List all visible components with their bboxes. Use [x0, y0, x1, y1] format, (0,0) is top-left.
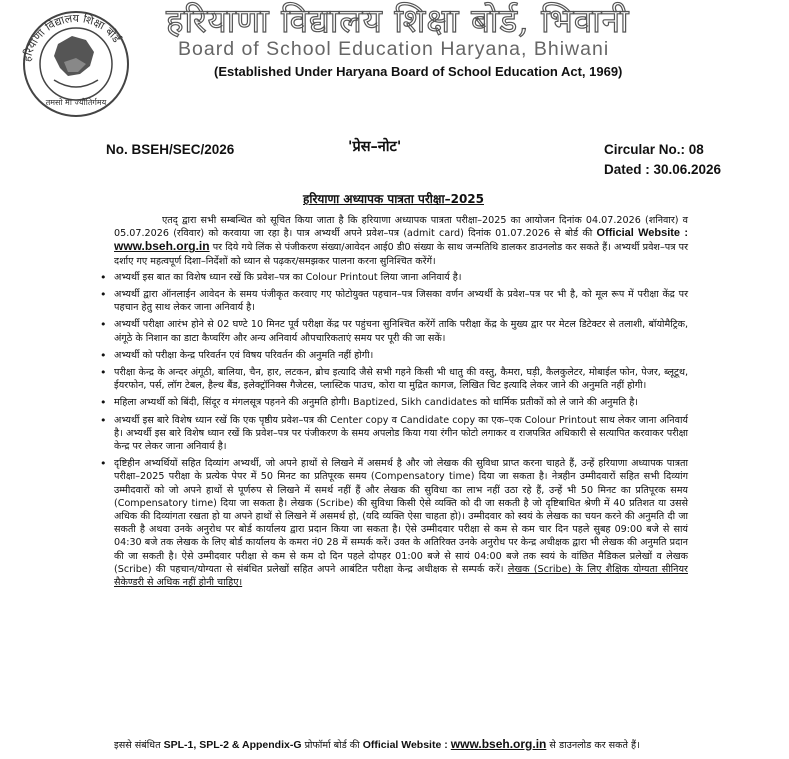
list-item: • महिला अभ्यर्थी को बिंदी, सिंदूर व मंगलसूत्र पहनने की अनुमति होगी। Baptized, Sikh candidates को धार्मिक प्रतीकों को ले जाने की अनुमति है।: [100, 396, 638, 410]
list-item: • अभ्यर्थी परीक्षा आरंभ होने से 02 घण्टे 10 मिनट पूर्व परीक्षा केंद्र पर पहुंचना सुनिश्चित करेंगें ताकि परीक्षा केंद्र के मुख्य द्वार पर मेटल डिटेक्टर से तलाशी, बॉयोमैट्रिक, अंगूठे के निशान का डाटा कैप्चरिंग और अन्य अनिवार्य औपचारिकताएं समय पर पूरी की जा सकें।: [100, 318, 688, 344]
logo-ring-text: हरियाणा विद्यालय शिक्षा बोर्ड: [20, 11, 123, 63]
list-item: • अभ्यर्थी इस बारे विशेष ध्यान रखें कि एक पृष्ठीय प्रवेश–पत्र की Center copy व Candidate copy का एक–एक Colour Printout साथ लेकर जाना अनिवार्य है। अभ्यर्थी इस बारे विशेष ध्यान रखें कि प्रवेश–पत्र पर पंजीकरण के समय अपलोड किया गया रंगीन फोटो लगाकर व राजपत्रित अधिकारी से सत्यापित करवाकर परीक्षा केन्द्र पर लेकर जाना अनिवार्य है।: [100, 413, 688, 453]
intro-text-1: एतद् द्वारा सभी सम्बन्धित को सूचित किया जाता है कि हरियाणा अध्यापक पात्रता परीक्षा–2025 का आयोजन दिनांक 04.07.2026 (शनिवार) व 05.07.2026 (रविवार) को करवाया जा रहा है। पात्र अभ्यर्थी अपने प्रवेश–पत्र (admit card) दिनांक 01.07.2026 से बोर्ड की: [114, 215, 688, 240]
list-item: • परीक्षा केन्द्र के अन्दर अंगूठी, बालिया, चैन, हार, लटकन, ब्रोच इत्यादि जैसे सभी गहने किसी भी धातु की वस्तु, कैमरा, घड़ी, कैलकुलेटर, मोबाईल फोन, पेजर, ब्लूटूथ, ईयरफोन, पर्स, लॉग टेबल, हैल्थ बैंड, इलेक्ट्रॉनिक्स गैजेटस, प्लास्टिक पाउच, कोरा या मुद्रित कागज, लिखित चिट इत्यादि लेकर जाने की अनुमति नहीं होगी।: [100, 366, 688, 392]
bullet-icon: •: [100, 366, 107, 380]
list-item: • अभ्यर्थी इस बात का विशेष ध्यान रखें कि प्रवेश–पत्र का Colour Printout लिया जाना अनिवार्य है।: [100, 270, 462, 284]
instruction-list: [100, 270, 688, 589]
board-title-english: Board of School Education Haryana, Bhiwani: [178, 38, 610, 60]
intro-paragraph: [114, 214, 688, 268]
list-item: • अभ्यर्थी द्वारा ऑनलाईन आवेदन के समय पंजीकृत करवाए गए फोटोयुक्त पहचान–पत्र जिसका वर्णन अभ्यर्थी के प्रवेश–पत्र पर भी है, को मूल रूप में परीक्षा केंद्र पर पहचान हेतु साथ लेकर जाना अनिवार्य है।: [100, 288, 688, 314]
bseh-logo: [14, 4, 138, 118]
scribe-qualification-note: लेखक (Scribe) के लिए शैक्षिक योग्यता सीनियर सैकेण्डरी से अधिक नहीं होनी चाहिए।: [114, 563, 688, 589]
bullet-icon: •: [100, 457, 107, 471]
website-link[interactable]: www.bseh.org.in: [114, 239, 210, 254]
bullet-icon: •: [100, 348, 107, 362]
logo-motto: तमसो मा ज्योतिर्गमय: [45, 98, 107, 107]
board-title-hindi: हरियाणा विद्यालय शिक्षा बोर्ड, भिवानी: [166, 1, 630, 40]
official-website-label: Official Website :: [596, 227, 688, 240]
list-item: • दृष्टिहीन अभ्यर्थियों सहित दिव्यांग अभ्यर्थी, जो अपने हाथों से लिखने में असमर्थ है और जो लेखक की सुविधा प्राप्त करना चाहते हैं, उन्हें हरियाणा अध्यापक पात्रता परीक्षा–2025 परीक्षा के प्रत्येक पेपर में 50 मिनट का प्रतिपूरक समय (Compensatory time) दिया जा सकता है। नेत्रहीन उम्मीदवारों सहित सभी दिव्यांग उम्मीदवारों को जो अपने हाथों से पूर्णरुप से लिखने में समर्थ नहीं हैं और लेखक की सुविधा का लाभ नहीं उठा रहे हैं, उन्हें भी 50 मिनट का प्रतिपूरक समय (Compensatory time) दिया जा सकता है। लेखक (Scribe) की सुविधा किसी ऐसे व्यक्ति को दी जा सकती है जो दृष्टिबाधित श्रेणी में 40 प्रतिशत या उससे अधिक की दिव्यांगता रखता हो या अपने हाथों से लिखने में असमर्थ हो, (यदि व्यक्ति ऐसा चाहता हो)। उम्मीदवार को स्वयं के लेखक का चयन करने की अनुमति दी जा सकती है अथवा उनके अनुरोध पर बोर्ड कार्यालय द्वारा प्रदान किया जा सकता है। ऐसे उम्मीदवार परीक्षा से कम से कम चार दिन पहले सुबह 09:00 बजे से सायं 04:30 बजे तक लेखक के लिए बोर्ड कार्यालय के कमरा नं0 28 में सम्पर्क करें। उक्त के अतिरिक्त उनके अनुरोध पर केन्द्र अधीक्षक द्वारा भी लेखक की अनुमति प्रदान की जा सकती है। ऐसे उम्मीदवार परीक्षा से कम से कम दो दिन पहले दोपहर 01:00 बजे से सायं 04:00 बजे तक स्वयं के वांछित मैडिकल प्रलेखों व लेखक (Scribe) की पहचान/योग्यता से संबंधित प्रलेखों सहित अपने आबंटित परीक्षा केन्द्र अधीक्षक से सम्पर्क करें। लेखक (Scribe) के लिए शैक्षिक योग्यता सीनियर सैकेण्डरी से अधिक नहीं होनी चाहिए।: [100, 457, 688, 589]
circular-date: Dated : 30.06.2026: [604, 162, 722, 177]
list-item: • अभ्यर्थी को परीक्षा केन्द्र परिवर्तन एवं विषय परिवर्तन की अनुमति नहीं होगी।: [100, 348, 374, 362]
bullet-icon: •: [100, 288, 107, 302]
reference-number: No. BSEH/SEC/2026: [106, 142, 235, 157]
established-line: (Established Under Haryana Board of School Education Act, 1969): [214, 64, 623, 79]
circular-number: Circular No.: 08: [604, 142, 704, 157]
document-type: 'प्रेस–नोट': [348, 139, 402, 155]
intro-text-2: पर दिये गये लिंक से पंजीकरण संख्या/आवेदन आई0 डी0 संख्या के साथ जन्मतिथि डालकर डाउनलोड कर सकते हैं। अभ्यर्थी प्रवेश–पत्र पर दर्शाए गए महत्वपूर्ण दिशा–निर्देशों को ध्यान से पढ़कर/समझकर पालना करना सुनिश्चित करेंगें।: [114, 242, 688, 267]
bullet-icon: •: [100, 413, 107, 427]
notice-body: [100, 214, 688, 593]
proforma-names: SPL-1, SPL-2 & Appendix-G: [163, 739, 302, 751]
bullet-icon: •: [100, 270, 107, 284]
subject-heading: हरियाणा अध्यापक पात्रता परीक्षा–2025: [303, 192, 484, 206]
website-link-footer[interactable]: www.bseh.org.in: [450, 737, 547, 751]
bullet-icon: •: [100, 396, 107, 410]
bullet-icon: •: [100, 318, 107, 332]
closing-line: इससे संबंधित SPL-1, SPL-2 & Appendix-G प्रोफॉर्मा बोर्ड की Official Website : www.bseh.org.in से डाउनलोड कर सकते हैं।: [114, 737, 640, 751]
